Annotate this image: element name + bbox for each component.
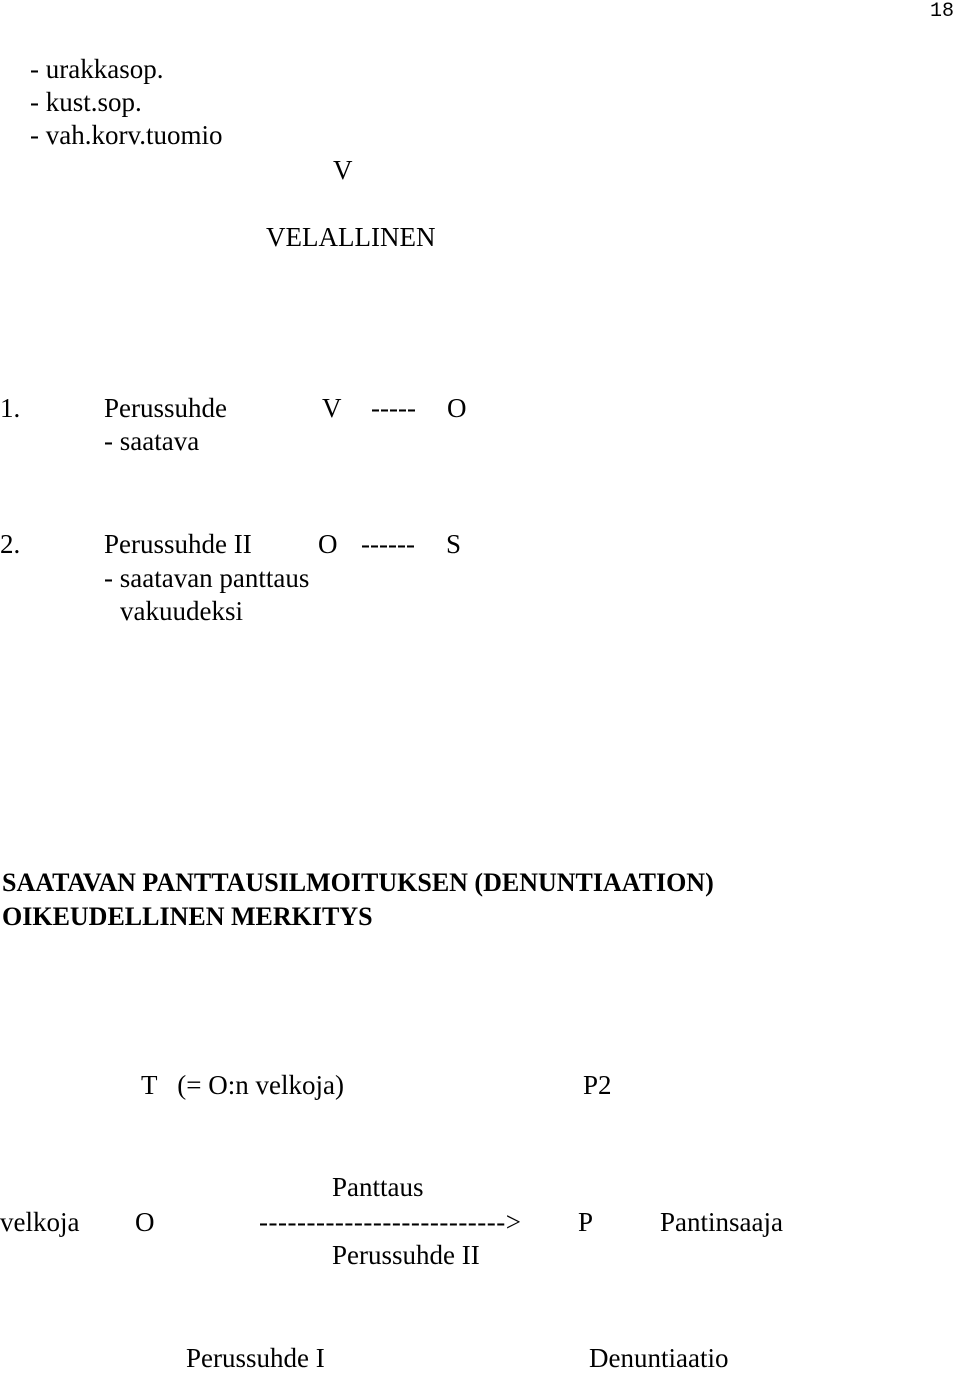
diagram-right-role: Pantinsaaja bbox=[660, 1207, 783, 1237]
list-item: - kust.sop. bbox=[30, 87, 142, 117]
relation-1-connector: ----- bbox=[371, 393, 416, 423]
page-number: 18 bbox=[930, 0, 955, 23]
section-heading-line2: OIKEUDELLINEN MERKITYS bbox=[2, 902, 373, 931]
diagram-arrow: --------------------------> bbox=[259, 1207, 522, 1237]
diagram-right-party: P bbox=[578, 1207, 594, 1237]
relation-2-number: 2. bbox=[0, 529, 21, 559]
list-item: - vah.korv.tuomio bbox=[30, 120, 223, 150]
diagram-left-party: O bbox=[135, 1207, 155, 1237]
relation-2-connector: ------ bbox=[361, 529, 415, 559]
diagram-bottom-left: Perussuhde I bbox=[186, 1343, 325, 1373]
relation-2-from: O bbox=[318, 529, 338, 559]
diagram-bottom-right: Denuntiaatio bbox=[589, 1343, 729, 1373]
relation-2-note-line2: vakuudeksi bbox=[120, 596, 243, 626]
diagram-p2-label: P2 bbox=[583, 1070, 612, 1100]
list-item: - urakkasop. bbox=[30, 54, 164, 84]
diagram-t-label: T (= O:n velkoja) bbox=[141, 1070, 344, 1100]
relation-1-note: - saatava bbox=[104, 426, 200, 456]
diagram-left-role: velkoja bbox=[0, 1207, 80, 1237]
relation-1-from: V bbox=[322, 393, 342, 423]
relation-2-label: Perussuhde II bbox=[104, 529, 252, 559]
relation-2-note-line1: - saatavan panttaus bbox=[104, 563, 310, 593]
party-v-label: V bbox=[333, 155, 353, 185]
diagram-arrow-top-label: Panttaus bbox=[332, 1172, 424, 1202]
debtor-label: VELALLINEN bbox=[266, 222, 436, 252]
relation-1-number: 1. bbox=[0, 393, 21, 423]
section-heading-line1: SAATAVAN PANTTAUSILMOITUKSEN (DENUNTIAATION) bbox=[2, 868, 714, 897]
relation-1-label: Perussuhde bbox=[104, 393, 227, 423]
diagram-arrow-bottom-label: Perussuhde II bbox=[332, 1240, 480, 1270]
relation-2-to: S bbox=[446, 529, 462, 559]
relation-1-to: O bbox=[447, 393, 467, 423]
